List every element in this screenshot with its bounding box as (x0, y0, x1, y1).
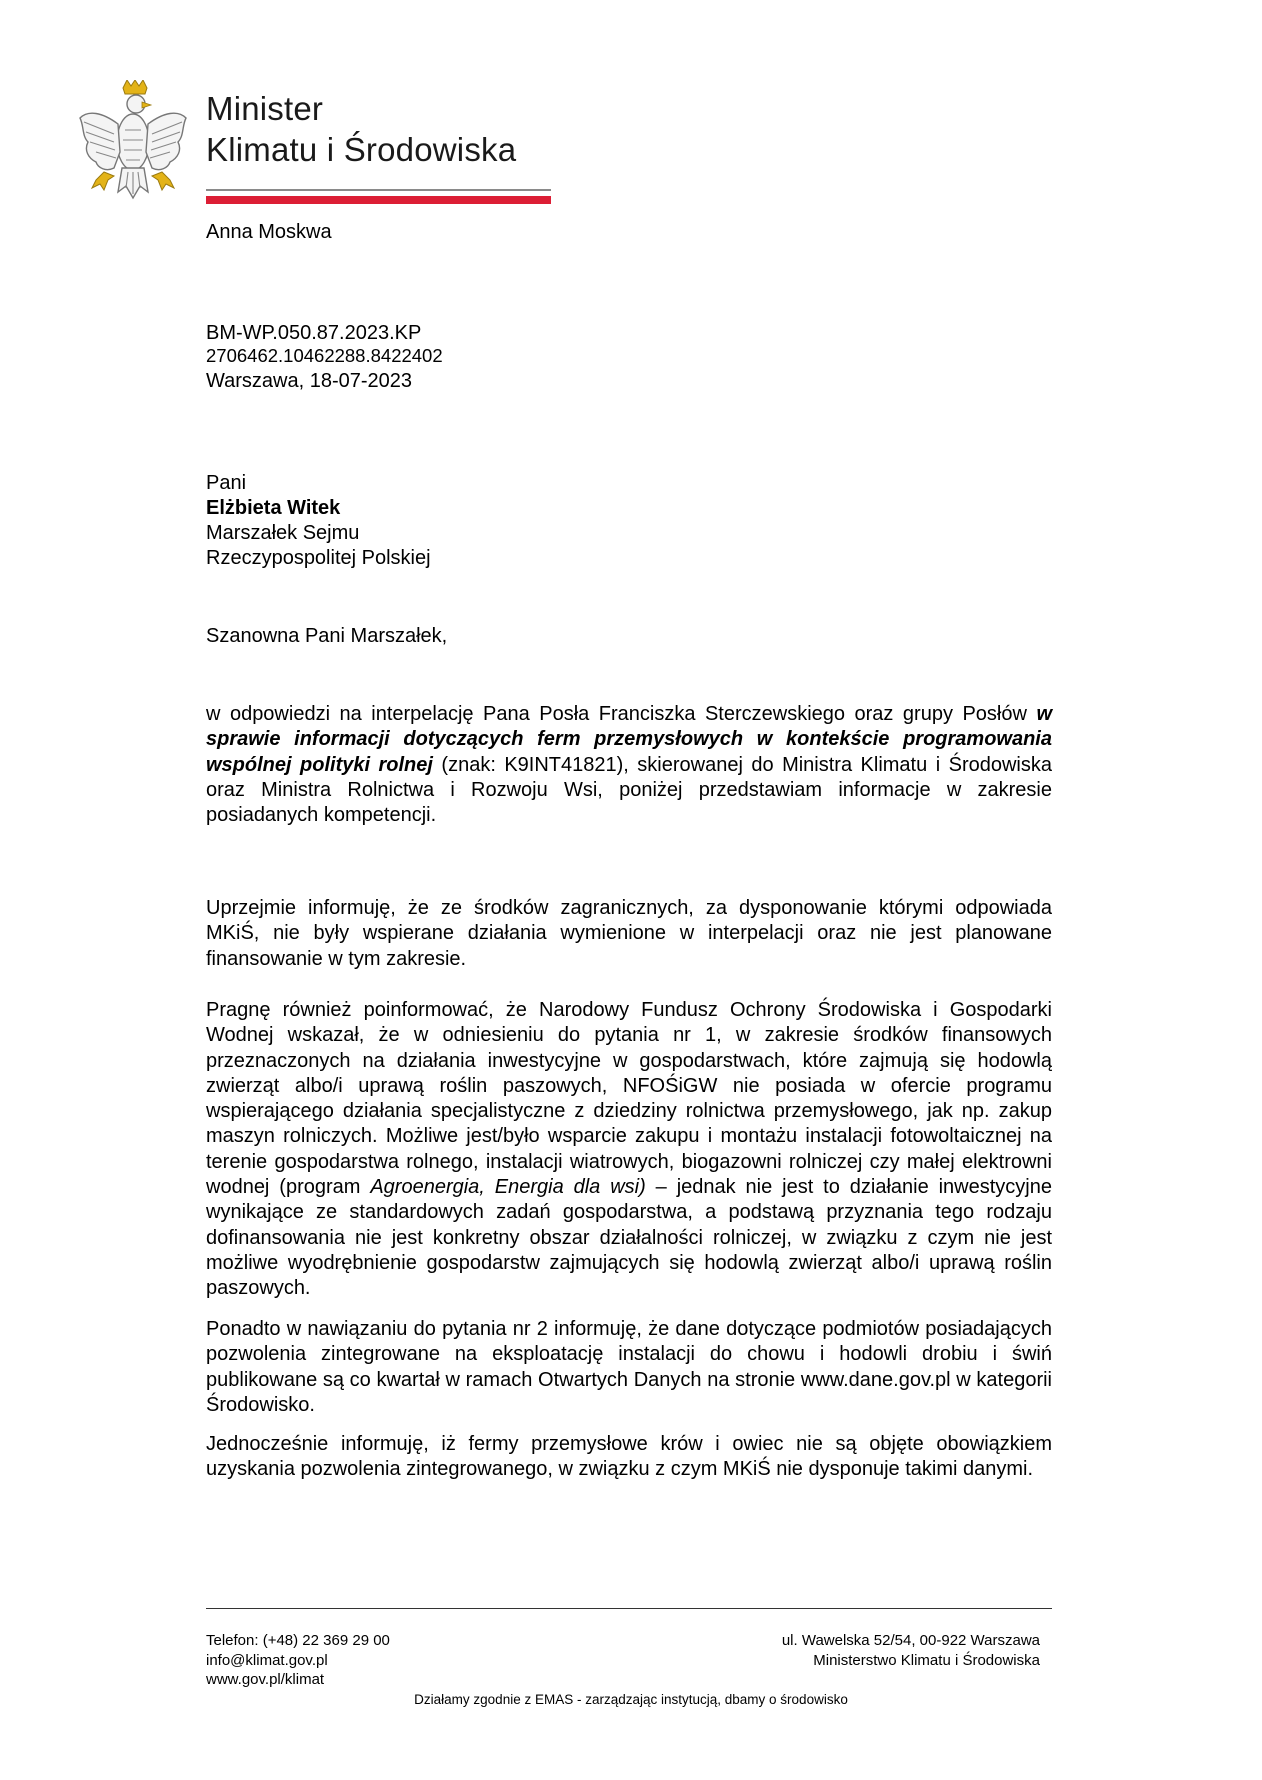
footer-phone: Telefon: (+48) 22 369 29 00 (206, 1632, 390, 1649)
polish-eagle-emblem-icon (78, 80, 188, 206)
minister-name: Anna Moskwa (206, 221, 332, 243)
footer-emas-note: Działamy zgodnie z EMAS - zarządzając instytucją, dbamy o środowisko (414, 1692, 848, 1707)
p3-text-c: – jednak nie jest to działanie inwestycyjne wynikające ze standardowych zadań gospodarstwa, a podstawą przyznania tego rodzaju dofinansowania nie jest konkretny obszar działalności rolniczej, w związku z czym nie jest możliwe wyodrębnienie gospodarstw zajmujących się hodowlą zwierząt albo/i uprawą roślin paszowych. (206, 1176, 1052, 1300)
reference-sign: BM-WP.050.87.2023.KP (206, 322, 422, 344)
reference-number: 2706462.10462288.8422402 (206, 345, 443, 366)
greeting: Szanowna Pani Marszałek, (206, 625, 448, 647)
footer-institution: Ministerstwo Klimatu i Środowiska (813, 1651, 1040, 1669)
header-grey-rule (206, 189, 551, 191)
body-paragraph-2: Uprzejmie informuję, że ze środków zagranicznych, za dysponowanie którymi odpowiada MKiŚ, nie były wspierane działania wymienione w interpelacji oraz nie jest planowane finansowanie w tym zakresie. (206, 897, 1052, 970)
p3-text-a: Pragnę również poinformować, że Narodowy Fundusz Ochrony Środowiska i Gospodarki Wodnej wskazał, że w odniesieniu do pytania nr 1, w zakresie środków finansowych przeznaczonych na działania inwestycyjne w gospodarstwach, które zajmują się hodowlą zwierząt albo/i uprawą roślin paszowych, NFOŚiGW nie posiada w ofercie programu wspierającego działania specjalistyczne z dziedziny rolnictwa przemysłowego, jak np. zakup maszyn rolniczych. Możliwe jest/było wsparcie zakupu i montażu instalacji fotowoltaicznej na terenie gospodarstwa rolnego, instalacji wiatrowych, biogazowni rolniczej czy małej elektrowni wodnej (program (206, 999, 1052, 1199)
p1-text-a: w odpowiedzi na interpelację Pana Posła Franciszka Sterczewskiego oraz grupy Posłów (206, 703, 1037, 725)
footer-email[interactable]: info@klimat.gov.pl (206, 1651, 328, 1669)
body-paragraph-5: Jednocześnie informuję, iż fermy przemysłowe krów i owiec nie są objęte obowiązkiem uzyskania pozwolenia zintegrowanego, w związku z czym MKiŚ nie dysponuje takimi danymi. (206, 1433, 1052, 1481)
p3-program-names: Agroenergia, Energia dla wsi) (370, 1176, 646, 1199)
body-paragraph-3 (206, 998, 1052, 1302)
p1-subject-emphasis: w sprawie informacji dotyczących ferm przemysłowych w kontekście programowania wspólnej polityki rolnej (206, 703, 1052, 776)
place-date: Warszawa, 18-07-2023 (206, 370, 413, 392)
footer-website[interactable]: www.gov.pl/klimat (206, 1671, 325, 1688)
addressee-organization: Rzeczypospolitej Polskiej (206, 547, 431, 569)
addressee-name: Elżbieta Witek (206, 497, 341, 519)
footer-contact (206, 1631, 390, 1690)
addressee-role: Marszałek Sejmu (206, 522, 360, 544)
header-red-rule (206, 196, 551, 204)
ministry-title-line1: Minister (206, 90, 324, 127)
footer-address: ul. Wawelska 52/54, 00-922 Warszawa (781, 1632, 1040, 1649)
footer-address-block (782, 1631, 1040, 1670)
body-paragraph-4: Ponadto w nawiązaniu do pytania nr 2 informuję, że dane dotyczące podmiotów posiadających pozwolenia zintegrowane na eksploatację instalacji do chowu i hodowli drobiu i świń publikowane są co kwartał w ramach Otwartych Danych na stronie www.dane.gov.pl w kategorii Środowisko. (206, 1318, 1052, 1416)
ministry-title-line2: Klimatu i Środowiska (206, 131, 517, 168)
p1-text-c: (znak: K9INT41821), skierowanej do Ministra Klimatu i Środowiska oraz Ministra Rolnictwa i Rozwoju Wsi, poniżej przedstawiam informacje w zakresie posiadanych kompetencji. (206, 753, 1052, 827)
footer-divider (206, 1608, 1052, 1609)
body-paragraph-1 (206, 702, 1052, 828)
addressee-title: Pani (206, 472, 247, 494)
